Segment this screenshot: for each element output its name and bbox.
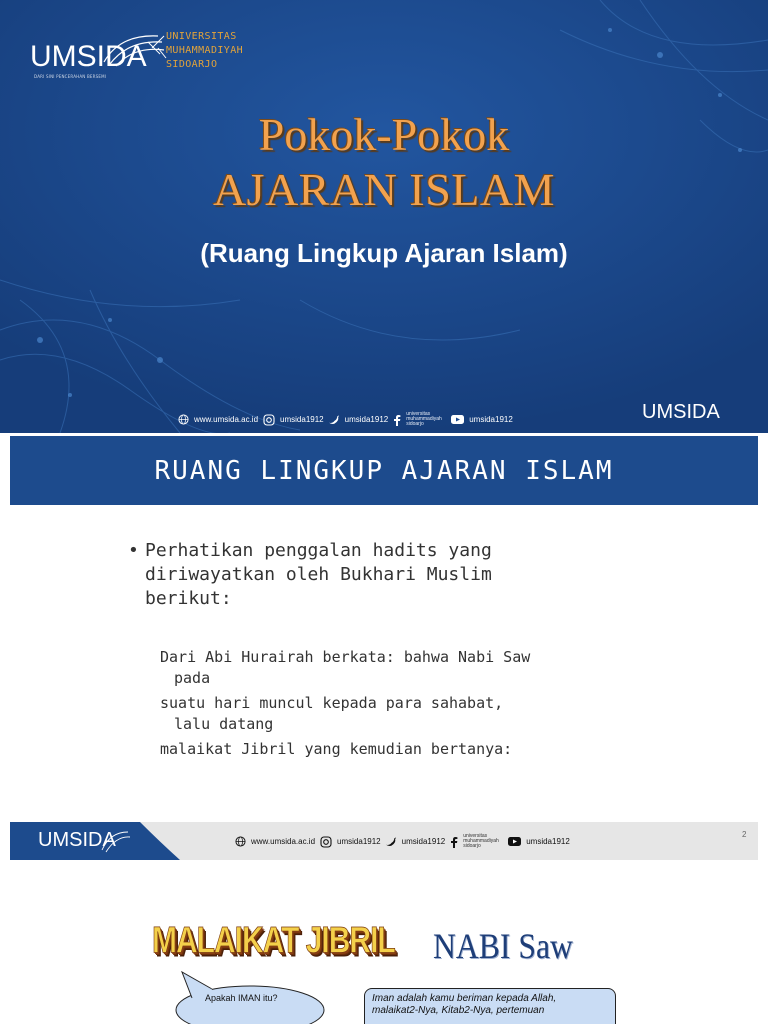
bullet-line: berikut: bbox=[145, 588, 232, 609]
university-logo-block bbox=[30, 28, 243, 78]
quote-line-continuation: pada bbox=[174, 669, 211, 687]
bullet-dot-icon: • bbox=[128, 540, 139, 561]
speech-bubble-left-text: Apakah IMAN itu? bbox=[205, 993, 278, 1003]
slide-title-line2: AJARAN ISLAM bbox=[212, 164, 556, 215]
social-links-bar bbox=[178, 412, 513, 427]
dialogue-slide bbox=[0, 865, 768, 1024]
quote-line-text: suatu hari muncul kepada para sahabat, bbox=[160, 694, 504, 712]
slide-title-line1: Pokok-Pokok bbox=[258, 109, 510, 160]
bullet-point bbox=[128, 539, 608, 611]
slide-footer bbox=[10, 822, 758, 860]
university-name-line: SIDOARJO bbox=[166, 59, 218, 70]
quote-line-text: malaikat Jibril yang kemudian bertanya: bbox=[160, 740, 513, 758]
content-slide bbox=[0, 433, 768, 865]
instagram-icon bbox=[263, 414, 275, 426]
corner-logo: UMSIDA bbox=[642, 401, 720, 423]
slide-heading: RUANG LINGKUP AJARAN ISLAM bbox=[154, 455, 614, 486]
facebook-link[interactable]: universitas muhammadiyah sidoarjo bbox=[463, 833, 499, 849]
website-link[interactable]: www.umsida.ac.id bbox=[251, 837, 316, 846]
twitter-link[interactable]: umsida1912 bbox=[344, 415, 389, 424]
globe-icon bbox=[235, 836, 246, 847]
speech-bubble-right-text bbox=[372, 993, 616, 1017]
university-name-line: MUHAMMADIYAH bbox=[166, 45, 244, 56]
footer-social-links bbox=[235, 834, 570, 849]
hadith-quote bbox=[160, 647, 650, 764]
youtube-icon bbox=[508, 837, 521, 846]
speech-bubble-line: malaikat2-Nya, Kitab2-Nya, pertemuan bbox=[372, 1005, 545, 1016]
university-name-line: UNIVERSITAS bbox=[166, 31, 237, 42]
instagram-link[interactable]: umsida1912 bbox=[337, 837, 381, 846]
quote-line bbox=[160, 693, 650, 735]
globe-icon bbox=[178, 414, 189, 425]
twitter-icon bbox=[329, 415, 340, 425]
umsida-logo bbox=[30, 28, 162, 78]
website-link[interactable]: www.umsida.ac.id bbox=[194, 415, 259, 424]
youtube-link[interactable]: umsida1912 bbox=[526, 837, 570, 846]
nabi-saw-heading: NABI Saw bbox=[433, 926, 573, 966]
footer-logo: UMSIDA bbox=[38, 829, 116, 851]
title-slide bbox=[0, 0, 768, 433]
slide-header-bar bbox=[10, 436, 758, 505]
quote-line-continuation: lalu datang bbox=[174, 715, 274, 733]
instagram-link[interactable]: umsida1912 bbox=[280, 415, 324, 424]
bullet-line: Perhatikan penggalan hadits yang bbox=[145, 540, 492, 561]
twitter-icon bbox=[386, 837, 397, 847]
slide-subtitle: (Ruang Lingkup Ajaran Islam) bbox=[200, 238, 568, 268]
youtube-icon bbox=[451, 415, 464, 424]
youtube-link[interactable]: umsida1912 bbox=[469, 415, 513, 424]
university-name bbox=[166, 30, 243, 72]
bullet-line: diriwayatkan oleh Bukhari Muslim bbox=[145, 564, 492, 585]
quote-line-text: Dari Abi Hurairah berkata: bahwa Nabi Saw bbox=[160, 648, 531, 666]
page-number: 2 bbox=[742, 830, 747, 839]
instagram-icon bbox=[320, 836, 332, 848]
logo-tagline: DARI SINI PENCERAHAN BERSEMI bbox=[34, 74, 107, 79]
speech-bubble-line: Iman adalah kamu beriman kepada Allah, bbox=[372, 993, 557, 1004]
quote-line bbox=[160, 739, 650, 760]
twitter-link[interactable]: umsida1912 bbox=[401, 837, 446, 846]
quote-line bbox=[160, 647, 650, 689]
facebook-icon bbox=[450, 836, 458, 848]
malaikat-jibril-wordart: MALAIKAT JIBRIL bbox=[152, 920, 395, 962]
logo-wordmark: UMSIDA bbox=[30, 40, 147, 73]
facebook-link[interactable]: universitas muhammadiyah sidoarjo bbox=[406, 411, 442, 427]
facebook-icon bbox=[393, 414, 401, 426]
